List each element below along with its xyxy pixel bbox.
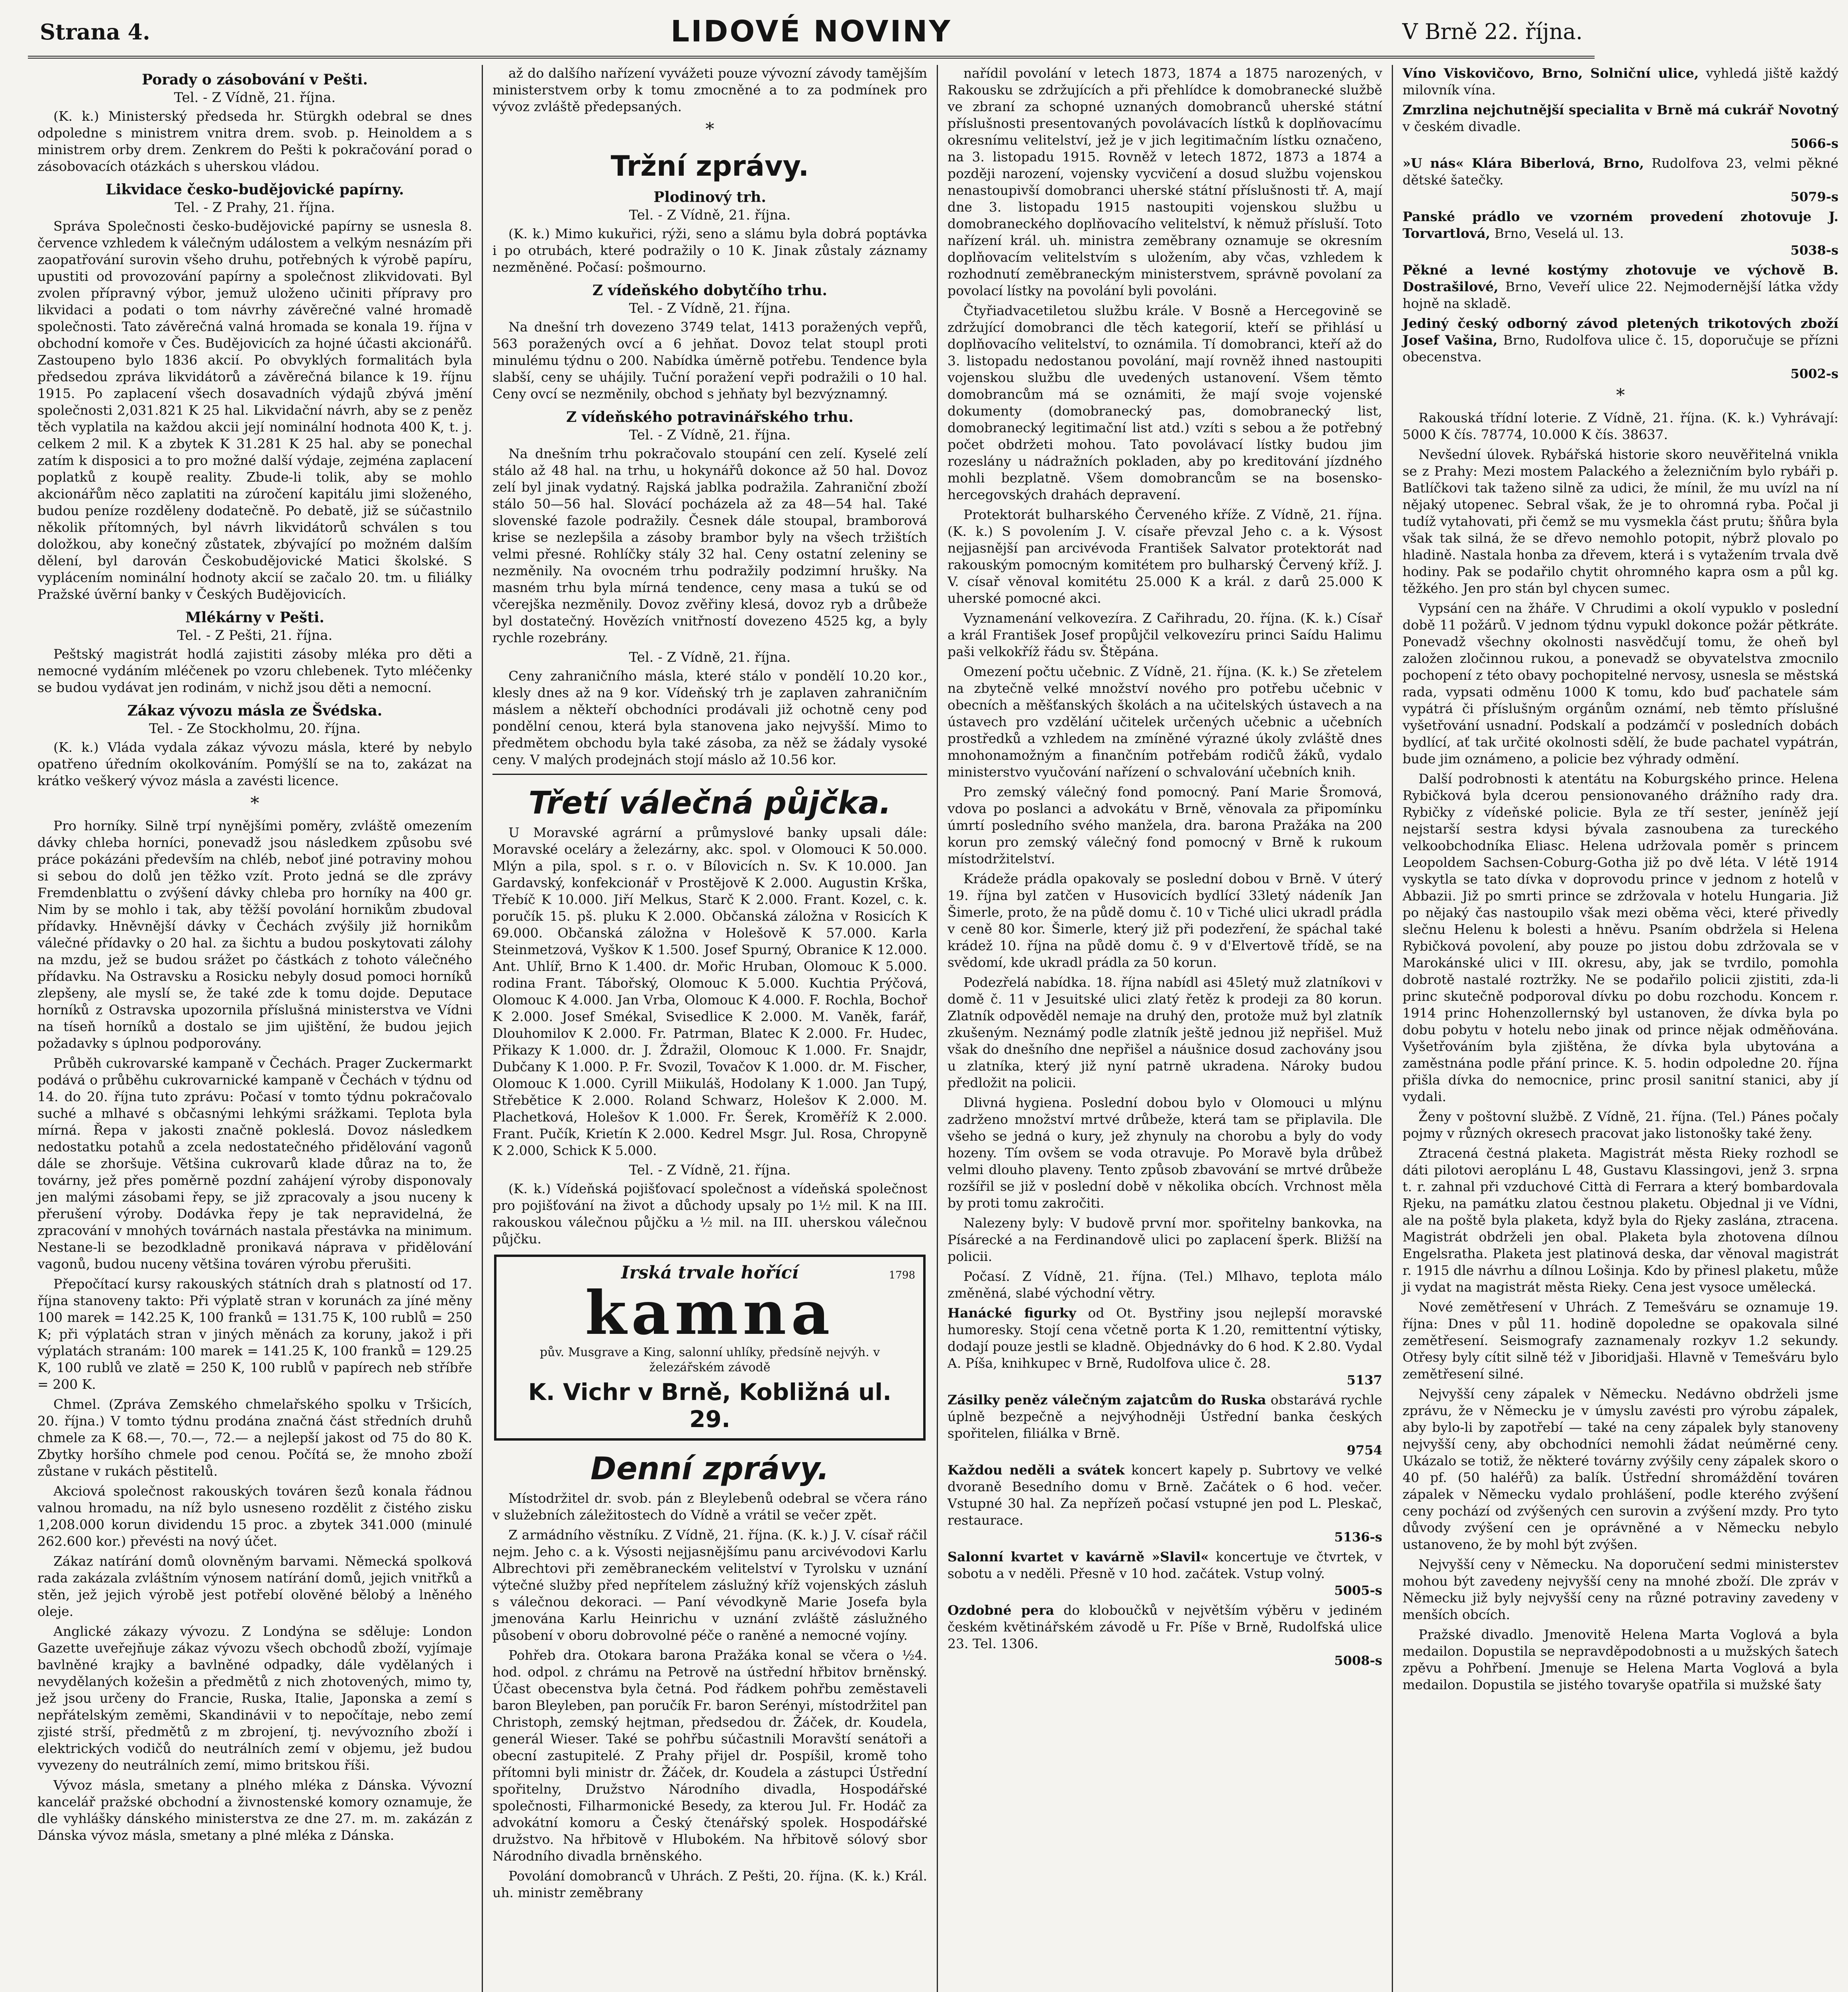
ad-lead: Panské prádlo ve vzorném provedení zhotovuje J. Torvartlová, <box>1403 209 1838 241</box>
article-paragraph: Ceny zahraničního másla, které stálo v pondělí 10.20 kor., klesly dnes až na 9 kor. Vídeňský trh je zaplaven zahraničním máslem a někteří obchodníci prodávali již ochotně ceny pod pondělní cenou, která byla stanovena jako nejvyšší. Mimo to předmětem obchodu byla také zásoba, za něž se žádaly vysoké ceny. V malých prodejnách stojí máslo až 10.56 kor. <box>492 668 927 767</box>
article-paragraph: Pražské divadlo. Jmenovitě Helena Marta Voglová a byla medailon. Dopustila se nepravděpodobnosti a u mužských šatech zpěvu a Pohřbení. Jmenuje se Helena Marta Voglová a byla medailon. Dopustila se jistého tovaryše opatřila si mužské šaty <box>1403 1627 1838 1692</box>
classified-ad <box>1403 315 1838 365</box>
ad-number: 5002-s <box>1790 366 1838 381</box>
article-paragraph: Nové zemětřesení v Uhrách. Z Temešváru se oznamuje 19. října: Dnes v půl 11. hodině dopoledne se opakovala silné zemětřesení. Seismografy zaznamenaly rozkyv 1.2 sekundy. Otřesy byly cítit silně též v Jiboridjaši. Hlavně v Temešváru bylo zemětřesení silné. <box>1403 1299 1838 1382</box>
article-paragraph: Pro zemský válečný fond pomocný. Paní Marie Šromová, vdova po poslanci a advokátu v Brně, věnovala za připomínku úmrtí posledního svého manžela, dra. barona Pražáka na 200 korun pro zemský válečný fond pomocný v Brně k rukoum místodržitelství. <box>948 784 1382 867</box>
column-4 <box>1393 65 1848 1992</box>
article-paragraph: Nejvyšší ceny zápalek v Německu. Nedávno obdrželi jsme zprávu, že v Německu je v úmyslu zavésti pro výrobu zápalek, aby bylo-li by zapotřebí — také na ceny zápalek byly stanoveny nejvyšší ceny, aby obchodníci nemohli žádat neúměrné ceny. Ukázalo se totiž, že některé továrny zvýšily ceny zápalek skoro o 40 pf. (50 haléřů) za balík. Ústřední shromáždění továren zápalek v Německu vydalo prohlášení, podle kterého zvýšení ceny pochází od zvýšených cen surovin a zvýšení mzdy. Pro tyto důvody zvýšení cen je oprávněné a v Německu nebylo ustanoveno, že by mohl být zvýšen. <box>1403 1386 1838 1552</box>
ad-number: 5008-s <box>1334 1653 1382 1668</box>
classified-ads <box>948 1305 1382 1668</box>
ad-text: vyhledá jiště každý milovník vína. <box>1403 65 1838 98</box>
article-paragraph: Ztracená čestná plaketa. Magistrát města Rieky rozhodl se dáti pilotovi aeroplánu L 48, Gustavu Klassingovi, jenž 3. srpna t. r. zahnal při vzduchové Città di Ferrara a který bombardovala Rjeku, na památku zlatou čestnou plaketu. Objednal ji ve Vídni, ale na poště byla plaketa, když byla do Rjeky zaslána, ztracena. Magistrát obdrželi jen obal. Plaketa byla zhotovena dílnou Engelsratha. Plaketa jest platinová deska, dar věnoval magistrát r. 1915 dle návrhu a dílnou Lošinja. Kdo by přinesl plaketu, může ji vydat na magistrát města Rieky. Cena jest vysoce umělecká. <box>1403 1145 1838 1295</box>
classified-ad <box>948 1462 1382 1529</box>
classified-ad <box>1403 155 1838 188</box>
classified-ad <box>948 1305 1382 1372</box>
ad-year: 1798 <box>889 1269 915 1281</box>
column-2 <box>483 65 938 1992</box>
newspaper-title: LIDOVÉ NOVINY <box>671 14 952 49</box>
dateline: Tel. - Z Vídně, 21. října. <box>629 649 791 665</box>
dateline: Tel. - Ze Stockholmu, 20. října. <box>149 721 361 737</box>
ad-text: Rudolfova 23, velmi pěkné dětské šatečky. <box>1403 155 1838 188</box>
article-paragraph: Protektorát bulharského Červeného kříže. Z Vídně, 21. října. (K. k.) S povolením J. V. císaře převzal Jeho c. a k. Výsost nejjasnější pan arcivévoda František Salvator protektorát nad rakouským pomocným komitétem pro bulharský Červený kříž. J. V. císař věnoval komitétu 25.000 K a král. z darů 25.000 K uherské pomocné akci. <box>948 507 1382 606</box>
ad-number: 5136-s <box>1334 1529 1382 1545</box>
ad-text: koncert kapely p. Subrtovy ve velké dvoraně Besedního domu v Brně. Začátek o 6 hod. večer. Vstupné 30 hal. Za nepřízeň počasí vstupné jen pod L. Pleskač, restaurace. <box>948 1462 1382 1528</box>
dateline: Tel. - Z Vídně, 21. října. <box>629 207 791 223</box>
ad-number: 5079-s <box>1790 189 1838 204</box>
dateline: Tel. - Z Vídně, 21. října. <box>174 90 336 106</box>
ad-lead: Zásilky peněz válečným zajatcům do Ruska <box>948 1392 1266 1408</box>
article-paragraph: Anglické zákazy vývozu. Z Londýna se sděluje: London Gazette uveřejňuje zákaz vývozu všech obchodů zboží, vyjímaje bavlněné krajky a bavlněné odpadky, dále vydělaných i nevydělaných kožešin a předmětů z nich zhotovených, mimo ty, jež jsou určeny do Francie, Ruska, Italie, Japonska a zemí s nepřátelským zeměmi, Skandinávii v to nepočítaje, nebo zemí zjisté strší, předmětů z m zbrojení, tj. nevývozního zboží i elektrických vodičů do neutrálních zemí v objemu, jež budou vyvezeny do neutrálních zemí, mimo britskou říši. <box>37 1623 472 1773</box>
ad-product-word: kamna <box>585 1278 835 1348</box>
article-paragraph: nařídil povolání v letech 1873, 1874 a 1875 narozených, v Rakousku se zdržujících a při přehlídce k domobranecké službě ve zbraní za schopné uznaných domobranců uherské státní příslušnosti presentovaných povolávacích lístků k doplňovacímu okresnímu velitelství, jež je v jich legitimačním lístku označeno, na 3. listopadu 1915. Rovněž v letech 1872, 1873 a 1874 a později narození, vojensky vycvičení a dosud službu vojenskou nenastoupivší domobranci uherské státní příslušnosti tř. A, mají dne 3. listopadu 1915 nastoupiti vojenskou službu u domobraneckého doplňovacího velitelství, k němuž přísluší. Toto nařízení král. uh. ministra zeměbrany oznamuje se okresním doplňovacím velitelstvím s uložením, aby včas, vzhledem k rozhodnutí zeměbraneckým ministerstvem, správně povolaní za povolací lístky na povolání byli povoláni. <box>948 65 1382 298</box>
ad-number: 9754 <box>1346 1443 1382 1458</box>
ad-text: do kloboučků v největším výběru v jediném českém květinářském závodě u Fr. Píše v Brně, Rudolfská ulice 23. Tel. 1306. <box>948 1602 1382 1651</box>
masthead <box>28 12 1595 59</box>
section-banner-heading: Třetí válečná půjčka. <box>528 785 891 821</box>
ad-number: 5038-s <box>1790 243 1838 258</box>
article-paragraph: Místodržitel dr. svob. pán z Bleylebenů odebral se včera ráno v služebních záležitostech do Vídně a vrátil se večer zpět. <box>492 1490 927 1523</box>
ad-number: 5066-s <box>1790 136 1838 151</box>
article-paragraph: Nalezeny byly: V budově první mor. spořitelny bankovka, na Písárecké a na Ferdinandově ulici po zaplacení šperk. Bližší na policii. <box>948 1215 1382 1264</box>
article-paragraph: Peštský magistrát hodlá zajistiti zásoby mléka pro děti a nemocné vydáním mléčenek po vzoru chlebenek. Tyto mléčenky se budou vydávat jen rodinám, v nichž jsou děti a nemocní. <box>37 646 472 695</box>
ad-lead: »U nás« Klára Biberlová, Brno, <box>1403 155 1644 171</box>
article-paragraph: Omezení počtu učebnic. Z Vídně, 21. října. (K. k.) Se zřetelem na zbytečně velké množství nového pro potřebu učebnic v obecních a měšťanských školách a na učitelských ústavech a na ústavech pro vzdělání učitelek určených učebnic a učebních prostředků a vzhledem na zmíněné výrazné úkoly zvláště dnes mnohonamožným a finančním potřebám rodičů žáků, vydalo ministerstvo vyučování nařízení o schvalování učebních knih. <box>948 664 1382 780</box>
article-paragraph: Na dnešní trh dovezeno 3749 telat, 1413 poražených vepřů, 563 poražených ovcí a 6 jehňat. Dovoz telat stoupl proti minulému týdnu o 200. Nabídka úměrně potřebu. Tendence byla slabší, ceny se uhájily. Tuční poražení vepři podražili o 10 hal. Ceny ovcí se nezměnily, obchod s jehňaty byl bezvýznamný. <box>492 319 927 402</box>
article-paragraph: Počasí. Z Vídně, 21. října. (Tel.) Mlhavo, teplota málo změněná, slabé východní větry. <box>948 1269 1382 1301</box>
article-paragraph: Chmel. (Zpráva Zemského chmelařského spolku v Tršicích, 20. října.) V tomto týdnu prodána značná část středních druhů chmele za K 68.—, 70.—, 72.— a nejlepší jakost od 75 do 80 K. Zbytky horšího chmele pod cenou. Počítá se, že mnoho zboží zůstane v rukách pěstitelů. <box>37 1396 472 1479</box>
ad-lead: Víno Viskovičovo, Brno, Solniční ulice, <box>1403 65 1699 81</box>
article-paragraph: (K. k.) Ministerský předseda hr. Stürgkh odebral se dnes odpoledne s ministrem vnitra drem. svob. p. Heinoldem a s ministrem orby drem. Zenkrem do Pešti k pokračování porad o zásobovacích otázkách s uherskou vládou. <box>37 108 472 174</box>
article-paragraph: Průběh cukrovarské kampaně v Čechách. Prager Zuckermarkt podává o průběhu cukrovarnické kampaně v Čechách v týdnu od 14. do 20. října tuto zprávu: Počasí v tomto týdnu pokračovalo suché a mlhavé s občasnými lehkými srážkami. Teplota byla mírná. Řepa v jakosti značně pokleslá. Dovoz následkem nedostatku potahů a zcela nedostatečného přidělování vagonů dále se zhoršuje. Většina cukrovarů klade důraz na to, že továrny, jež přes poměrně pozdní zahájení výroby disponovaly jen malými zásobami řepy, se již zpracovaly a jsou nuceny k přerušení výroby. Dodávka řepy je tak nepravidelná, že zpracování v mnohých továrnách nastala přestávka na minimum. Nestane-li se bezodkladně pronikavá náprava v přidělování vagonů, budou nuceny většina továren výrobu přerušiti. <box>37 1055 472 1272</box>
ad-text: koncertuje ve čtvrtek, v sobotu a v neděli. Přesně v 10 hod. začátek. Vstup volný. <box>948 1549 1382 1581</box>
article-paragraph: Zákaz natírání domů olovněným barvami. Německá spolková rada zakázala zvláštním výnosem natírání domů, jejich vnitřků a stěn, jež jejich výrobě jest potřebí olověné bělobý a lněného oleje. <box>37 1553 472 1619</box>
article-paragraph: Nejvyšší ceny v Německu. Na doporučení sedmi ministerstev mohou být zavedeny nejvyšší ceny na mnohé zboží. Dle zpráv v Německu již byly nejvyšší ceny na různé potraviny zavedeny v menších obcích. <box>1403 1557 1838 1622</box>
ad-lead: Pěkné a levné kostýmy zhotovuje ve výchově B. Dostrašilové, <box>1403 262 1838 294</box>
article-paragraph: Pohřeb dra. Otokara barona Pražáka konal se včera o ½4. hod. odpol. z chrámu na Petrově na ústřední hřbitov brněnský. Účast obecenstva byla četná. Pod řádkem pohřbu zeměstaveli baron Bleyleben, pan poručík Fr. baron Serényi, místodržitel pan Christoph, zemský hejtman, předsedou dr. Žáček, dr. Koudela, generál Wieser. Také se pohřbu súčastnili Moravští senátoři a obecní zastupitelé. Z Prahy přijel dr. Pospíšil, kromě toho přítomni byli ministr dr. Žáček, dr. Koudela a zástupci Ústřední spořitelny, Družstvo Národního divadla, Hospodářské společnosti, Filharmonické Besedy, za kterou Jul. Fr. Hodáč za advokátní komoru a Český čtenářský spolek. Hospodářské družstvo. Na hřbitově v Hlubokém. Na hřbitově sólový sbor Národního divadla brněnského. <box>492 1647 927 1864</box>
classified-ads <box>1403 65 1838 381</box>
dateline: Tel. - Z Prahy, 21. října. <box>175 200 335 216</box>
article-paragraph: Nevšední úlovek. Rybářská historie skoro neuvěřitelná vnikla se z Prahy: Mezi mostem Palackého a železničním bylo rybáři p. Batlíčkovi tak taženo silně za udici, že mínil, že mu uvízl na ní nějaký utopenec. Sebral však, že je to ohromná ryba. Počal ji tudíž vytahovati, při čemž se mu vysmekla část prutu; šňůra byla však tak silná, že se dřevo nemohlo potopit, nýbrž plovalo po hladině. Nastala honba za dřevem, která i s vytažením trvala dvě hodiny. Pak se podařilo chytit ohromného kapra osm a půl kg. těžkého. Jen pro stán byl chycen sumec. <box>1403 447 1838 596</box>
classified-ad <box>948 1602 1382 1652</box>
classified-ad <box>1403 102 1838 135</box>
ad-lead: Jediný český odborný závod pletených trikotových zboží Josef Vašina, <box>1403 316 1838 348</box>
article-heading: Plodinový trh. <box>653 189 766 206</box>
article-heading: Mlékárny v Pešti. <box>185 609 324 626</box>
divider-rule <box>492 774 927 775</box>
page-number: Strana 4. <box>40 19 150 45</box>
ad-text: Brno, Rudolfova ulice č. 15, doporučuje se přízni obecenstva. <box>1403 332 1838 365</box>
article-heading: Likvidace česko-budějovické papírny. <box>106 181 404 198</box>
ad-lead: Salonní kvartet v kavárně »Slavil« <box>948 1549 1209 1565</box>
article-paragraph: Správa Společnosti česko-budějovické papírny se usnesla 8. července vzhledem k válečným událostem a velkým nesnázím při zaopatřování surovin všeho druhu, potřebných k výrobě papíru, upustiti od provozování papírny a společnost zlikvidovati. Byl zvolen přípravný výbor, jemuž uloženo učiniti přípravy pro likvidaci a podati o tom návrhy závěrečné valné hromadě společnosti. Tato závěrečná valná hromada se konala 19. října v obchodní komoře v Čes. Budějovicích za hojné účasti akcionářů. Zastoupeno bylo 1836 akcií. Po obvyklých formalitách byla předsedou zpráva likvidátorů a závěrečná bilance k 19. říjnu 1915. Po zaplacení všech dosavadních výdajů zbývá jmění společnosti 2,031.821 K 25 hal. Likvidační návrh, aby se z peněz těch vyplatila na každou akcii její nominální hodnota 400 K, t. j. celkem 2 mil. K a zbytek K 31.281 K 25 hal. aby se ponechal zatím k disposici a to pro možné další výdaje, zejména zaplacení poplatků z koupě reality. Zbude-li tolik, aby se mohlo akcionářům něco zaplatiti na zúročení kapitálu jimi složeného, budou peníze rozděleny dodatečně. Po debatě, již se súčastnilo několik přítomných, byl návrh likvidátorů schválen s tou doložkou, aby konečný zůstatek, zbývající po možném dalším dělení, byl darován Českobudějovické Matici školské. S vyplácením nominální hodnoty akcií se začalo 20. tm. u filiálky Pražské úvěrní banky v Českých Budějovicích. <box>37 218 472 602</box>
ad-tagline: Irská trvale hořící <box>621 1263 799 1283</box>
section-banner-heading: Denní zprávy. <box>590 1451 830 1487</box>
ad-description: pův. Musgrave a King, salonní uhlíky, předsíně nejvýh. v železářském závodě <box>539 1345 880 1374</box>
column-3 <box>938 65 1393 1992</box>
ad-lead: Každou neděli a svátek <box>948 1462 1125 1478</box>
article-paragraph: Povolání domobranců v Uhrách. Z Pešti, 20. října. (K. k.) Král. uh. ministr zeměbrany <box>492 1868 927 1900</box>
classified-ad <box>1403 65 1838 98</box>
classified-ad <box>948 1392 1382 1442</box>
dateline: Tel. - Z Vídně, 21. října. <box>629 300 791 316</box>
ad-text: v českém divadle. <box>1403 119 1521 134</box>
ad-vendor: K. Vichr v Brně, Kobližná ul. 29. <box>528 1378 892 1433</box>
article-paragraph: až do dalšího nařízení vyvážeti pouze vývozní závody tamějším ministerstvem orby k tomu zmocněné a to za podmínek pro vývoz zvláště předepsaných. <box>492 65 927 114</box>
section-heading: Tržní zprávy. <box>610 150 809 182</box>
article-paragraph: Pro horníky. Silně trpí nynějšími poměry, zvláště omezením dávky chleba horníci, ponevadž jsou následkem způsobu své práce pokázáni především na chléb, neboť jiné potraviny mohou si sebou do dolů jen těžko vzít. Proto jedná se dle zprávy Fremdenblattu o zvýšení dávky chleba pro horníky na 400 gr. Nim by se mohlo i tak, aby těžší povolání hornikům zbudoval přídavky. Hněvnější dávky v Čechách zvýšily již hornikům válečné přídavky o 20 hal. za šichtu a budou poskytovati zálohy na mzdu, jež se budou srážet po částkách z tohoto válečného přídavku. Na Ostravsku a Rosicku nebyly dosud pomoci horníků zlepšeny, ale myslí se, že také zde k tomu dojde. Deputace horníků z Ostravska upozornila příslušná ministerstva ve Vídni na tíseň horníků a dostalo se jim ujištění, že budou jejich požadavky s úplnou podporovány. <box>37 818 472 1051</box>
article-paragraph: Krádeže prádla opakovaly se poslední dobou v Brně. V úterý 19. října byl zatčen v Husovicích bydlící 33letý nádeník Jan Šimerle, proto, že na půdě domu č. 10 v Tiché ulici ukradl prádla v ceně 80 kor. Šimerle, který již při podezření, že spáchal také krádež 10. října na půdě domu č. 9 v d'Elvertově třídě, se na svědomí, kde ukradl prádla za 50 korun. <box>948 871 1382 970</box>
article-paragraph: Čtyřiadvacetiletou službu krále. V Bosně a Hercegovině se zdržující domobranci dle těch kategorií, kteří se přihlásí u doplňovacího velitelství, to oznámila. Tí domobranci, kteří až do 3. listopadu nedostanou povolání, mají rovněž ihned nastoupiti vojenskou službu dle uvedených ustanovení. Všem těmto domobrancům má se oznámiti, že mají svoje vojenské dokumenty (domobranecký pas, domobranecký list, domobranecký legitimační list atd.) vzíti s sebou a že potřebný počet obdržeti mohou. Tato povolávací lístky budou jim rozeslány u nádražních pokladen, aby po kreditování jízdného mohli bezplatně. Všem domobrancům se na bosensko-hercegovských drahách depravení. <box>948 303 1382 502</box>
article-heading: Zákaz vývozu másla ze Švédska. <box>127 702 383 719</box>
article-paragraph: Další podrobnosti k atentátu na Koburgského prince. Helena Rybičková byla dcerou pensionovaného drážního rady dra. Rybičky z vídeňské policie. Byla ze tří sester, jeníněž její nejstarší sestra kdysi bývala zasnoubena za tureckého velkoobchodníka Eliasc. Helena udržovala poměr s princem Leopoldem Sachsen-Coburg-Gotha již po dvě léta. V létě 1914 vyskytla se tato dívka v doprovodu prince v jednom z hotelů v Abbazii. Již po smrti prince se zdržovala v hotelu Hungaria. Již po nějaký čas nastoupilo však mezi oběma věci, které přivedly slečnu Helenu k bolesti a hněvu. Psaním obdržela si Helena Rybičková povolení, aby pouze po jistou dobu zdržovala se v Marokánské ulici v III. okresu, aby, jak se tvrdilo, pomohla dobrotě nastalé roztržky. Ne se podařilo policii zjistiti, zda-li princ skutečně podporoval dívku po dobu rozchodu. Koncem r. 1914 princ Hohenzollernský byl ustanoven, že dívka byla po dobu pobytu v hotelu nebo jinak od prince nějak odměňována. Vyšetřováním byla zjištěna, že dívka byla ubytována a zaměstnána podle přání prince. K. 5. hodin odpoledne 20. října přišla dívka do nemocnice, princ prosil sanitní stanici, aby jí vydali. <box>1403 771 1838 1104</box>
article-paragraph: Z armádního věstníku. Z Vídně, 21. října. (K. k.) J. V. císař ráčil nejm. Jeho c. a k. Výsosti nejjasnějšímu panu arcivévodovi Karlu Albrechtovi při zeměbraneckém velitelství v Tyrolsku v uznání výtečné služby před nepřítelem záslužný kříž vojenských zásluh s válečnou dekoraci. — Paní vévodkyně Marie Josefa byla jmenována Karlu Heinrichu v uznání zvláště záslužného působení v oboru dobrovolné péče o raněné a nemocné vojíny. <box>492 1527 927 1643</box>
article-paragraph: Podezřelá nabídka. 18. října nabídl asi 45letý muž zlatníkovi v domě č. 11 v Jesuitské ulici zlatý řetěz k prodeji za 80 korun. Zlatník odpověděl nemaje na druhý den, protože muž byl zlatník zkušeným. Neznámý podle zlatník ještě jednou již nepřišel. Muž však do dnešního dne nepřišel a náušnice dosud zachovány jsou u zlatníka, který již nyní patrně ukradena. Nároky budou předložit na policii. <box>948 974 1382 1090</box>
article-paragraph: Na dnešním trhu pokračovalo stoupání cen zelí. Kyselé zelí stálo až 48 hal. na trhu, u hokynářů dokonce až 50 hal. Dovoz zelí byl jinak vydatný. Rajská jablka podražila. Zahraniční zboží stálo 50—56 hal. Slovácí pocházela až za 48—54 hal. Také slovenské fazole podražily. Česnek dále stoupal, bramborová krise se nezlepšila a zásoby brambor byly na všech tržištích velmi přesné. Rohlíčky stály 32 hal. Ceny ostatní zeleniny se nezměnily. Na ovocném trhu podražily podzimní hrušky. Na masném trhu byla mírná tendence, ceny masa a tukú se od včerejška nezměnily. Dovoz zvěřiny klesá, dovoz ryb a drůbeže byl dostatečný. Hovězích vnitřností dovezeno 4525 kg, a byly rychle rozebrány. <box>492 446 927 645</box>
article-paragraph: Vypsání cen na žháře. V Chrudimi a okolí vypuklo v poslední době 11 požárů. V jednom týdnu vypukl dokonce požár pětkráte. Ponevadž všechny okolnosti nasvědčují tomu, že oheň byl založen zločinnou rukou, a ponevadž se obyvatelstva zmocnilo pochopení z této obavy pochopitelné nervosy, usnesla se městská rada, vypsati odměnu 1000 K tomu, kdo buď pachatele sám vypátrá či příslušným orgánům oznámí, neb těmto příslušné vyšetřování usnadní. Podskalí a podzámčí v posledních dobách bydlící, ať tak určité okolnosti sdělí, že bude pachatel vypátrán, bude jim oznámeno, a policie bez výhrady odmění. <box>1403 600 1838 767</box>
article-paragraph: Dlivná hygiena. Poslední dobou bylo v Olomouci u mlýnu zadrženo množství mrtvé drůbeže, která tam se připlavila. Dle všeho se jedná o kury, jež zhynuly na chorobu a byly do vody hozeny. Tím ovšem se voda otravuje. Po Moravě byla drůbež velmi dlouho plaveny. Tento způsob zbavování se mrtvé drůbeže rozšířil se již v poslední době v několika obcích. Vrchnost měla by proti tomu zakročiti. <box>948 1095 1382 1211</box>
ad-number: 5005-s <box>1334 1583 1382 1598</box>
classified-ad <box>1403 208 1838 242</box>
ad-text: Brno, Veselá ul. 13. <box>1494 225 1624 241</box>
article-paragraph: (K. k.) Vídeňská pojišťovací společnost a vídeňská společnost pro pojišťování na život a důchody upsaly po 1½ mil. K na III. rakouskou válečnou půjčku a ½ mil. na III. uherskou válečnou půjčku. <box>492 1181 927 1247</box>
ad-text: obstarává rychle úplně bezpečně a nejvýhodněji Ústřední banka českých spořitelen, filiálka v Brně. <box>948 1392 1382 1441</box>
article-heading: Z vídeňského dobytčího trhu. <box>592 282 828 299</box>
classified-ad <box>948 1549 1382 1582</box>
ad-text: od Ot. Bystřiny jsou nejlepší moravské humoresky. Stojí cena včetně porta K 1.20, remittentní výtisky, dodají pouze jestli se kladně. Objednávky do 6 hod. K 2.80. Vydal A. Píša, knihkupec v Brně, Rudolfova ulice č. 28. <box>948 1305 1382 1371</box>
article-heading: Z vídeňského potravinářského trhu. <box>566 409 853 425</box>
section-separator: * <box>1616 385 1625 406</box>
ad-lead: Ozdobné pera <box>948 1602 1054 1618</box>
article-paragraph: Akciová společnost rakouských továren šezů konala řádnou valnou hromadu, na níž bylo usneseno rozdělit z čistého zisku 1,208.000 korun dividendu 15 proc. a zbytek 341.000 (minulé 262.600 kor.) převésti na nový účet. <box>37 1483 472 1549</box>
dateline: Tel. - Z Vídně, 21. října. <box>629 1162 791 1178</box>
ad-text: Brno, Veveří ulice 22. Nejmodernější látka vždy hojně na skladě. <box>1403 279 1838 311</box>
article-heading: Porady o zásobování v Pešti. <box>142 71 368 88</box>
column-1 <box>28 65 483 1992</box>
section-separator: * <box>250 793 259 814</box>
article-paragraph: (K. k.) Vláda vydala zákaz vývozu másla, které by nebylo opatřeno úředním okolkováním. Pomýšlí se na to, zakázat na krátko veškerý vývoz másla a zavésti licence. <box>37 739 472 788</box>
article-paragraph: U Moravské agrární a průmyslové banky upsali dále: Moravské oceláry a železárny, akc. spol. v Olomouci K 50.000. Mlýn a pila, spol. s r. o. v Bílovicích n. Sv. K 10.000. Jan Gardavský, konfekcionář v Prostějově K 2.000. Augustin Krška, Třebíč K 10.000. Jiří Melkus, Starč K 2.000. Frant. Kozel, c. k. poručík 15. pš. pluku K 2.000. Občanská záložna v Rosicích K 69.000. Občanská záložna v Holešově K 57.000. Karla Steinmetzová, Vyškov K 1.500. Josef Spurný, Obranice K 12.000. Ant. Uhlíř, Brno K 1.400. dr. Mořic Hruban, Olomouc K 5.000. rodina Frant. Tábořský, Olomouc K 5.000. Kuchtia Prýčová, Olomouc K 4.000. Jan Vrba, Olomouc K 4.000. F. Rochla, Bochoř K 2.000. Josef Smékal, Svisedlice K 2.000. M. Vaněk, farář, Dlouhomilov K 2.000. Fr. Patrman, Blatec K 2.000. Fr. Hudec, Přikazy K 1.000. dr. J. Ždražil, Olomouc K 1.000. Fr. Snajdr, Dubčany K 1.000. P. Fr. Svozil, Tovačov K 1.000. dr. M. Fischer, Olomouc K 1.000. Cyrill Miikuláš, Hodolany K 1.000. Jan Tupý, Střebětice K 2.000. Roland Schwarz, Holešov K 2.000. M. Plachetková, Holešov K 1.000. Fr. Šerek, Kroměříž K 2.000. Frant. Pučík, Krietín K 2.000. Kedrel Msgr. Jul. Rosa, Chropyně K 2.000, Schick K 5.000. <box>492 825 927 1158</box>
article-paragraph: Rakouská třídní loterie. Z Vídně, 21. října. (K. k.) Vyhrávají: 5000 K čís. 78774, 10.000 K čís. 38637. <box>1403 410 1838 442</box>
article-paragraph: Vyznamenání velkovezíra. Z Cařihradu, 20. října. (K. k.) Císař a král František Josef propůjčil velkovezíru princi Saídu Halimu paši velkokříž řádu sv. Štěpána. <box>948 610 1382 659</box>
stove-advertisement <box>494 1255 926 1441</box>
article-paragraph: Ženy v poštovní službě. Z Vídně, 21. října. (Tel.) Pánes počaly pojmy v různých okresech pracovat jako listonošky také ženy. <box>1403 1109 1838 1141</box>
ad-lead: Hanácké figurky <box>948 1305 1076 1321</box>
article-paragraph: Vývoz másla, smetany a plného mléka z Dánska. Vývozní kancelář pražské obchodní a živnostenské komory oznamuje, že dle vyhlášky dánského ministerstva ze dne 27. m. m. zakázán z Dánska vývoz másla, smetany a plné mléka z Dánska. <box>37 1777 472 1843</box>
classified-ad <box>1403 262 1838 312</box>
article-paragraph: (K. k.) Mimo kukuřici, rýži, seno a slámu byla dobrá poptávka i po otrubách, které podražily o 10 K. Jinak zůstaly záznamy nezměněné. Počasí: pošmourno. <box>492 226 927 275</box>
section-separator: * <box>705 119 714 139</box>
ad-lead: Zmrzlina nejchutnější specialita v Brně má cukrář Novotný <box>1403 102 1838 118</box>
columns <box>28 65 1838 1992</box>
article-paragraph: Přepočítací kursy rakouských státních drah s platností od 17. října stanoveny takto: Při výplatě stran v korunách za jíné měny 100 marek = 142.25 K, 100 franků = 131.75 K, 100 rublů = 250 K; při výplatách stran v jiných měnách za koruny, jakož i při výplatách stranám: 100 marek = 141.25 K, 100 franků = 129.25 K, 100 rublů ve zlatě = 250 K, 100 rublů v papírech neb stříbře = 200 K. <box>37 1276 472 1392</box>
dateline: Tel. - Z Pešti, 21. října. <box>177 627 333 643</box>
issue-date: V Brně 22. října. <box>1402 19 1583 44</box>
ad-number: 5137 <box>1346 1372 1382 1388</box>
dateline: Tel. - Z Vídně, 21. října. <box>629 427 791 443</box>
